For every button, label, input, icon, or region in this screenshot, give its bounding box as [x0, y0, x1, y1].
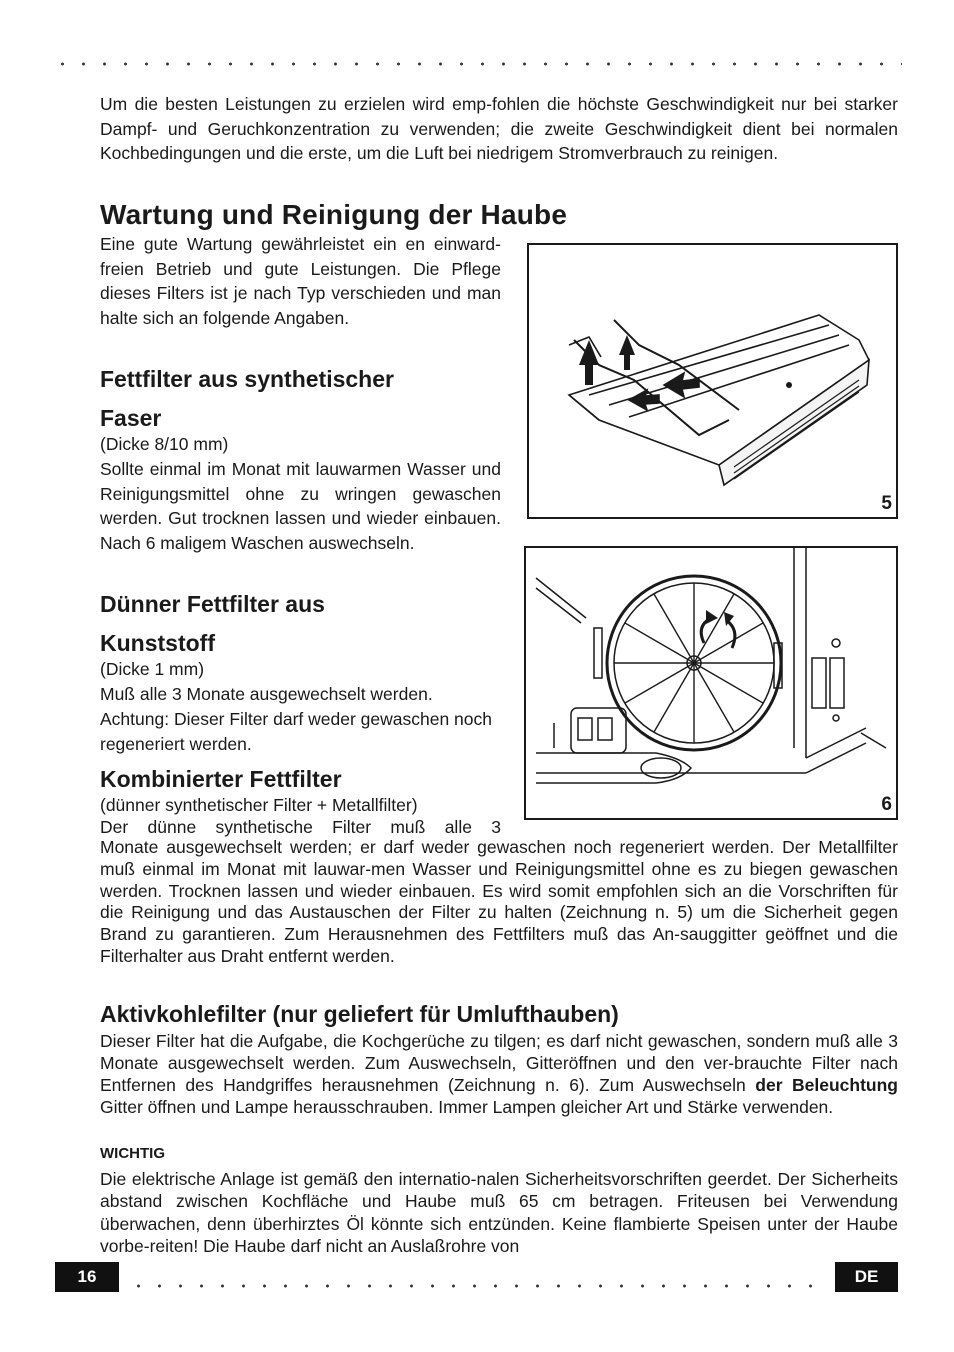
heading-line: Kunststoff [100, 630, 215, 656]
bottom-dotted-rule [128, 1284, 828, 1288]
charcoal-filter-text [100, 1030, 898, 1118]
section-heading-combined-filter: Kombinierter Fettfilter [100, 766, 342, 792]
plastic-filter-line2: Achtung: Dieser Filter darf weder gewaschen noch regeneriert werden. [100, 709, 493, 754]
heading-line: Faser [100, 405, 162, 431]
section-heading-charcoal-filter: Aktivkohlefilter (nur geliefert für Umlufthauben) [100, 1001, 619, 1027]
figure-6-number: 6 [881, 794, 892, 815]
page-number-badge: 16 [55, 1262, 119, 1292]
section-heading-plastic-filter [100, 585, 510, 663]
heading-line: Fettfilter aus synthetischer [100, 366, 394, 392]
charcoal-text-bold: der Beleuchtung [755, 1075, 898, 1095]
filter-drawing [529, 245, 896, 517]
plastic-filter-line1: Muß alle 3 Monate ausgewechselt werden. [100, 684, 433, 704]
top-dotted-rule [52, 62, 902, 66]
figure-5-filter-removal [527, 243, 898, 519]
combined-filter-text-narrow: Der dünne synthetische Filter muß alle 3 [100, 817, 501, 837]
page-title: Wartung und Reinigung der Haube [100, 199, 568, 230]
combined-filter-subtitle: (dünner synthetischer Filter + Metallfilter) [100, 795, 418, 815]
important-label: WICHTIG [100, 1145, 165, 1162]
synthetic-fibre-text: Sollte einmal im Monat mit lauwarmen Wasser und Reinigungsmittel ohne zu wringen gewaschen werden. Gut trocknen lassen und wieder einbauen. Nach 6 maligem Waschen auswechseln. [100, 459, 501, 553]
intro-paragraph: Um die besten Leistungen zu erzielen wird emp-fohlen die höchste Geschwindigkeit nur bei starker Dampf- und Geruchkonzentration zu verwenden; die zweite Geschwindigkeit dient bei normalen Kochbedingungen und die erste, um die Luft bei niedrigem Stromverbrauch zu reinigen. [100, 94, 898, 163]
plastic-filter-thickness: (Dicke 1 mm) [100, 659, 205, 679]
section-heading-synthetic-fibre [100, 360, 510, 438]
figure-6-charcoal-filter [524, 546, 898, 820]
charcoal-text-a: Dieser Filter hat die Aufgabe, die Kochgerüche zu tilgen; es darf nicht gewaschen, sondern muß alle 3 Monate ausgewechselt werden. Zum Auswechseln, Gitteröffnen und den ver-brauchte Filter nach Entfernen des Handgriffes herausnehmen (Zeichnung n. 6). Zum Auswechseln [100, 1031, 898, 1095]
combined-filter-text-wide: Monate ausgewechselt werden; er darf weder gewaschen noch regeneriert werden. Der Metallfilter muß einmal im Monat mit lauwar-men Wasser und Reinigungsmittel ohne es zu biegen gewaschen werden. Trocknen lassen und wieder einbauen. Es wird somit empfohlen sich an die Vorschriften für die Reinigung und das Austauschen der Filter zu halten (Zeichnung n. 5) um die Sicherheit gegen Brand zu garantieren. Zum Herausnehmen des Fettfilters muß das An-sauggitter geöffnet und die Filterhalter aus Draht entfernt werden. [100, 837, 898, 966]
maintenance-intro: Eine gute Wartung gewährleistet ein en einward-freien Betrieb und gute Leistungen. Die Pflege dieses Filters ist je nach Typ verschieden und man halte sich an folgende Angaben. [100, 234, 501, 328]
figure-5-number: 5 [881, 493, 892, 514]
grille-drawing [526, 548, 896, 818]
language-badge: DE [835, 1262, 898, 1292]
heading-line: Dünner Fettfilter aus [100, 591, 325, 617]
charcoal-text-b: Gitter öffnen und Lampe herausschrauben. Immer Lampen gleicher Art und Stärke verwenden. [100, 1097, 834, 1117]
synthetic-fibre-thickness: (Dicke 8/10 mm) [100, 434, 229, 454]
important-text: Die elektrische Anlage ist gemäß den internatio-nalen Sicherheitsvorschriften geerdet. Der Sicherheits abstand zwischen Kochfläche und Haube muß 65 cm betragen. Friteusen bei Verwendung überwachen, denn überhirztes Öl könnte sich entzünden. Keine flambierte Speisen unter der Haube vorbe-reiten! Die Haube darf nicht an Auslaßrohre von [100, 1169, 898, 1256]
